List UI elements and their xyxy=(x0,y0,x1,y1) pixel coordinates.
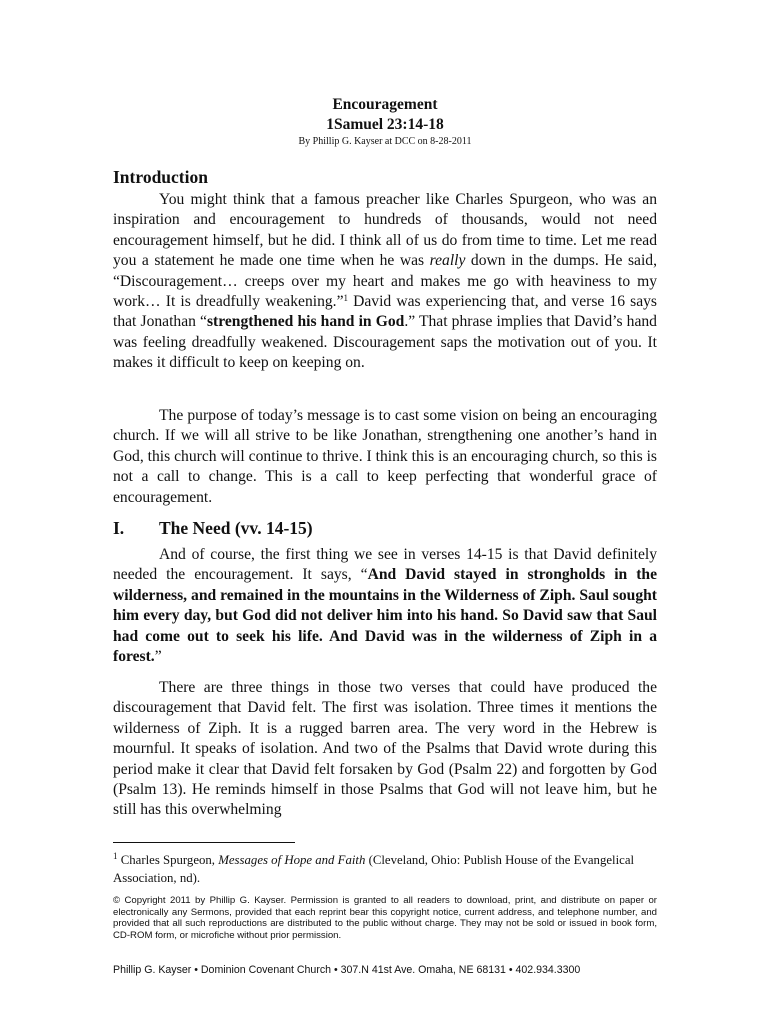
intro-paragraph-1 xyxy=(113,190,657,374)
byline: By Phillip G. Kayser at DCC on 8-28-2011 xyxy=(298,136,472,147)
text-run: And of course, the first thing we see in verses 14-15 is that David definitely needed the encouragement. It says, “ xyxy=(113,546,657,584)
bold-text: strengthened his hand in God xyxy=(206,313,405,331)
sermon-title: Encouragement xyxy=(332,96,438,113)
scripture-reference: 1Samuel 23:14-18 xyxy=(326,116,444,133)
footnote-publisher: (Cleveland, Ohio: Publish House of the Evangelical Association, nd). xyxy=(113,853,635,885)
text-run: down in the dumps. He said, “Discouragement… creeps over my heart and makes me go with heaviness to my work… It is dreadfully weakening.” xyxy=(113,252,657,311)
copyright-notice: © Copyright 2011 by Phillip G. Kayser. Permission is granted to all readers to download, print, and distribute on paper or electronically any Sermons, provided that each reprint bear this copyright notice, current address, and telephone number, and provided that all such reproductions are distributed to the public without charge. They may not be sold or issued in book form, CD-ROM form, or microfiche without prior permission. xyxy=(113,895,657,941)
section-title: The Need (vv. 14-15) xyxy=(159,518,313,538)
footnote-marker: 1 xyxy=(113,851,118,861)
footnote xyxy=(113,851,657,887)
bold-scripture-quote: And David stayed in strongholds in the wilderness, and remained in the mountains in the Wilderness of Ziph. Saul sought him every day, but God did not deliver him into his hand. So David saw that Saul had come out to seek his life. And David was in the wilderness of Ziph in a forest. xyxy=(113,566,657,666)
footnote-divider xyxy=(113,842,295,843)
footnote-reference[interactable]: 1 xyxy=(343,293,348,304)
introduction-heading: Introduction xyxy=(113,167,208,187)
section-heading-need xyxy=(113,517,313,539)
italic-text: really xyxy=(429,252,466,270)
section-number: I. xyxy=(113,518,125,538)
text-run: David was experiencing that, and verse 16 says that Jonathan “ xyxy=(113,293,657,331)
text-run: .” That phrase implies that David’s hand was feeling dreadfully weakened. Discouragement saps the motivation out of you. It makes it difficult to keep on keeping on. xyxy=(113,313,657,372)
intro-paragraph-2: The purpose of today’s message is to cast some vision on being an encouraging church. If we will all strive to be like Jonathan, strengthening one another’s hand in God, this church will continue to thrive. I think this is an encouraging church, so this is not a call to change. This is a call to keep perfecting that wonderful grace of encouragement. xyxy=(113,407,657,506)
footnote-author: Charles Spurgeon, xyxy=(120,853,219,867)
text-run: You might think that a famous preacher like Charles Spurgeon, who was an inspiration and encouragement to hundreds of thousands, would not need encouragement himself, but he did. I think all of us do from time to time. Let me read you a statement he made one time when he was xyxy=(113,191,657,270)
need-paragraph-2: There are three things in those two verses that could have produced the discouragement that David felt. The first was isolation. Three times it mentions the wilderness of Ziph. It is a rugged barren area. The very word in the Hebrew is mournful. It speaks of isolation. And two of the Psalms that David wrote during this period make it clear that David felt forsaken by God (Psalm 22) and forgotten by God (Psalm 13). He reminds himself in those Psalms that God will not leave him, but he still has this overwhelming xyxy=(113,679,657,819)
church-address: Phillip G. Kayser • Dominion Covenant Church • 307.N 41st Ave. Omaha, NE 68131 • 402.934.3300 xyxy=(113,964,581,976)
need-paragraph-1 xyxy=(113,545,657,667)
footnote-book-title: Messages of Hope and Faith xyxy=(218,853,366,867)
text-run: ” xyxy=(154,648,162,666)
